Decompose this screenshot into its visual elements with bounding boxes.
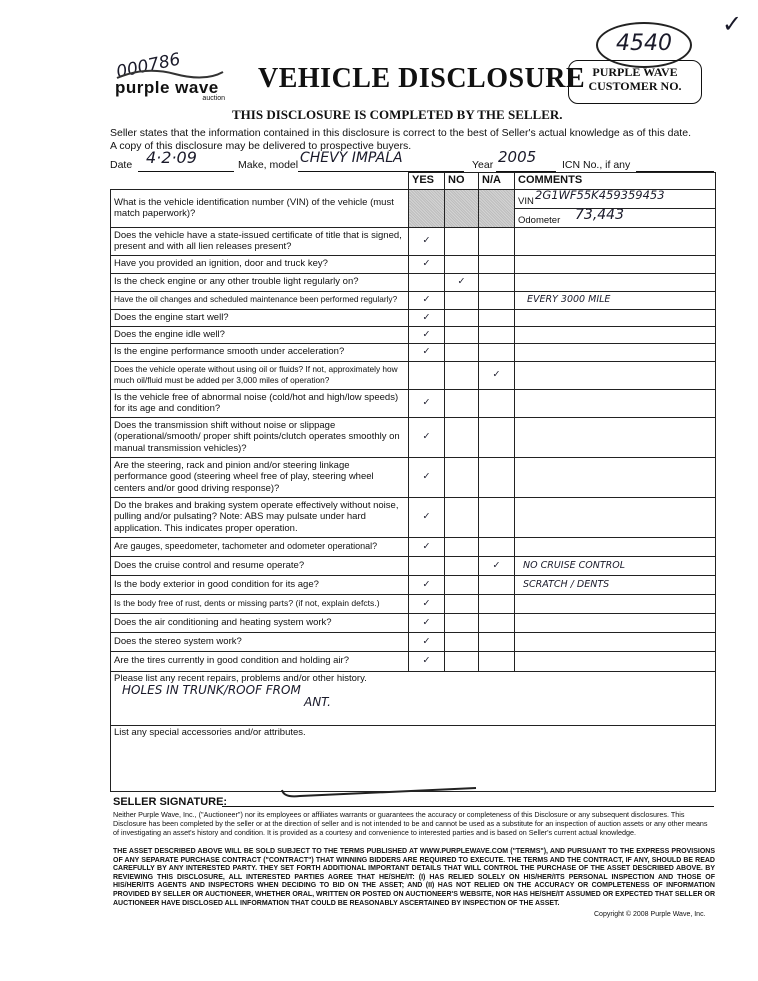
date-field[interactable]	[138, 148, 234, 172]
odometer-value: 73,443	[575, 206, 624, 223]
no-cell[interactable]	[445, 613, 479, 632]
make-label: Make, model	[238, 159, 299, 171]
yes-cell[interactable]: ✓	[409, 457, 445, 497]
table-row	[111, 632, 716, 651]
year-field[interactable]	[496, 148, 556, 172]
table-row	[111, 361, 716, 389]
na-cell[interactable]	[479, 613, 515, 632]
table-row	[111, 457, 716, 497]
question: Is the body free of rust, dents or missing parts? (if not, explain defcts.)	[111, 594, 409, 613]
na-cell[interactable]	[479, 497, 515, 537]
repairs-line1: HOLES IN TRUNK/ROOF FROM	[122, 683, 301, 697]
icn-field[interactable]	[636, 157, 714, 172]
comment-cell[interactable]: NO CRUISE CONTROL	[515, 556, 716, 575]
na-cell[interactable]: ✓	[479, 361, 515, 389]
no-cell[interactable]	[445, 389, 479, 417]
intro-line1: Seller states that the information contained in this disclosure is correct to the best of Seller's actual knowledge as of this date.	[110, 127, 691, 139]
question: Have you provided an ignition, door and truck key?	[111, 255, 409, 273]
na-cell[interactable]	[479, 255, 515, 273]
date-label: Date	[110, 159, 133, 171]
table-header-row	[111, 173, 716, 190]
table-row	[111, 326, 716, 343]
na-cell[interactable]	[479, 575, 515, 594]
comment-cell[interactable]	[515, 537, 716, 556]
year-label: Year	[472, 159, 494, 171]
logo	[115, 76, 225, 102]
accessories-row	[111, 725, 716, 791]
question: Are the tires currently in good condition and holding air?	[111, 651, 409, 671]
na-cell[interactable]	[479, 457, 515, 497]
comment-cell[interactable]	[515, 273, 716, 291]
na-cell[interactable]	[479, 343, 515, 361]
odometer-label: Odometer	[518, 214, 561, 226]
no-cell[interactable]	[445, 575, 479, 594]
table-row	[111, 227, 716, 255]
na-cell[interactable]	[479, 537, 515, 556]
header-yes: YES	[409, 173, 445, 190]
no-cell[interactable]	[445, 291, 479, 309]
comment-cell[interactable]	[515, 343, 716, 361]
yes-cell[interactable]: ✓	[409, 326, 445, 343]
logo-text: purple wave	[115, 78, 219, 97]
no-cell[interactable]	[445, 537, 479, 556]
yes-cell[interactable]: ✓	[409, 417, 445, 457]
logo-subtext: auction	[202, 95, 225, 102]
make-value: CHEVY IMPALA	[300, 150, 403, 166]
table-row	[111, 537, 716, 556]
table-row	[111, 389, 716, 417]
customer-box-line1: PURPLE WAVE	[592, 65, 678, 79]
no-cell[interactable]	[445, 651, 479, 671]
subtitle: THIS DISCLOSURE IS COMPLETED BY THE SELLER.	[232, 107, 563, 122]
customer-box-line2: CUSTOMER NO.	[588, 79, 682, 93]
yes-cell[interactable]	[409, 361, 445, 389]
comment-cell[interactable]	[515, 227, 716, 255]
repairs-label: Please list any recent repairs, problems and/or other history.	[114, 672, 367, 684]
na-cell	[479, 189, 515, 227]
na-cell[interactable]	[479, 632, 515, 651]
customer-number-box	[568, 60, 702, 104]
signature-line[interactable]	[222, 806, 714, 807]
disclosure-table	[110, 172, 716, 792]
accessories-label: List any special accessories and/or attributes.	[114, 726, 306, 738]
table-row	[111, 594, 716, 613]
yes-cell[interactable]: ✓	[409, 613, 445, 632]
question: Are the steering, rack and pinion and/or steering linkage performance good (steering wheel free of play, steering wheel centers and/or good driving response)?	[111, 457, 409, 497]
no-cell[interactable]	[445, 309, 479, 326]
legal-text: THE ASSET DESCRIBED ABOVE WILL BE SOLD SUBJECT TO THE TERMS PUBLISHED AT WWW.PURPLEWAVE.COM ("TERMS"), AND PURSUANT TO THE EXPRESS PROVISIONS OF ANY SEPARATE PURCHASE CONTRACT ("CONTRACT") THAT WINNING BIDDERS ARE REQUIRED TO EXECUTE. THE TERMS AND THE CONTRACT, IF ANY, SHOULD BE READ CAREFULLY BY ANY INTERESTED PARTY. THEY SET FORTH ADDITIONAL IMPORTANT DETAILS THAT WILL CONTROL THE PURCHASE OF THE ASSET DESCRIBED ABOVE. BY REVIEWING THIS DISCLOSURE, ALL INTERESTED PARTIES AGREE THAT HE/SHE/IT: (I) HAS RELIED SOLELY ON HIS/HER/ITS PERSONAL INSPECTION AND THOSE OF HIS/HER/ITS AGENTS AND INSPECTORS WHEN DECIDING TO BID ON THE ASSET; AND (II) HAS NOT RELIED ON THE ACCURACY OR COMPLETENESS OF INFORMATION PROVIDED BY SELLER OR AUCTIONEER, WHETHER ORAL, WRITTEN OR POSTED ON AUCTIONEER'S WEBSITE, NOR HAS HE/SHE/IT ASSUMED OR EXPECTED THAT SELLER OR AUCTIONEER HAVE DISCLOSED ALL INFORMATION THAT COULD BE REASONABLY ASCERTAINED BY INSPECTION OF THE ASSET.	[113, 848, 715, 907]
check-mark: ✓	[722, 10, 743, 38]
table-row	[111, 291, 716, 309]
question: Does the cruise control and resume operate?	[111, 556, 409, 575]
na-cell[interactable]: ✓	[479, 556, 515, 575]
yes-cell[interactable]	[409, 556, 445, 575]
header-question	[111, 173, 409, 190]
header-comments: COMMENTS	[515, 173, 716, 190]
repairs-line2: ANT.	[304, 694, 331, 709]
yes-cell[interactable]: ✓	[409, 255, 445, 273]
vin-value: 2G1WF55K459359453	[535, 187, 665, 202]
na-cell[interactable]	[479, 389, 515, 417]
repairs-cell[interactable]	[111, 671, 716, 725]
question: Is the check engine or any other trouble light regularly on?	[111, 273, 409, 291]
disclaimer-text: Neither Purple Wave, Inc., ("Auctioneer") nor its employees or affiliates warrants or guarantees the accuracy or completeness of this Disclosure or any subsequent disclosures. This Disclosure has been completed by the seller or at the direction of seller and is not intended to be and cannot be used as a substitute for an inspection of auction assets or any other means of investigating an asset's history and condition. It is provided as a courtesy and convenience to interested parties and is based on Seller's current actual knowledge.	[113, 810, 708, 837]
na-cell[interactable]	[479, 227, 515, 255]
year-value: 2005	[498, 148, 537, 166]
comment-cell[interactable]	[515, 389, 716, 417]
table-row	[111, 189, 716, 227]
yes-cell[interactable]: ✓	[409, 227, 445, 255]
na-cell[interactable]	[479, 326, 515, 343]
table-row	[111, 613, 716, 632]
table-row	[111, 343, 716, 361]
comment-cell[interactable]: EVERY 3000 MILE	[515, 291, 716, 309]
yes-cell[interactable]: ✓	[409, 291, 445, 309]
question: Is the body exterior in good condition for its age?	[111, 575, 409, 594]
no-cell[interactable]	[445, 457, 479, 497]
no-cell[interactable]	[445, 361, 479, 389]
question: Does the vehicle have a state-issued certificate of title that is signed, present and with all lien releases present?	[111, 227, 409, 255]
comment-cell[interactable]	[515, 457, 716, 497]
question: Is the engine performance smooth under acceleration?	[111, 343, 409, 361]
no-cell[interactable]	[445, 326, 479, 343]
comment-cell[interactable]: SCRATCH / DENTS	[515, 575, 716, 594]
question: Is the vehicle free of abnormal noise (cold/hot and high/low speeds) for its age and condition?	[111, 389, 409, 417]
yes-cell[interactable]	[409, 273, 445, 291]
yes-cell[interactable]: ✓	[409, 575, 445, 594]
handwritten-code: 000786	[114, 49, 183, 83]
yes-cell[interactable]: ✓	[409, 537, 445, 556]
no-cell[interactable]	[445, 255, 479, 273]
question: Does the transmission shift without noise or slippage (operational/smooth/ proper shift points/clutch operates smoothly on manual transmission vehicles)?	[111, 417, 409, 457]
comment-cell[interactable]	[515, 651, 716, 671]
table-row	[111, 651, 716, 671]
na-cell[interactable]	[479, 309, 515, 326]
yes-cell[interactable]: ✓	[409, 309, 445, 326]
signature-label: SELLER SIGNATURE:	[113, 796, 228, 808]
question: Does the engine idle well?	[111, 326, 409, 343]
no-cell[interactable]: ✓	[445, 273, 479, 291]
comment-cell[interactable]	[515, 255, 716, 273]
intro-text	[110, 127, 715, 153]
comment-cell[interactable]	[515, 326, 716, 343]
repairs-row	[111, 671, 716, 725]
comment-cell[interactable]	[515, 497, 716, 537]
handwritten-number: 4540	[616, 31, 672, 56]
table-row	[111, 575, 716, 594]
question: Does the engine start well?	[111, 309, 409, 326]
table-row	[111, 417, 716, 457]
page-title: VEHICLE DISCLOSURE	[258, 63, 586, 94]
comment-cell[interactable]	[515, 613, 716, 632]
make-field[interactable]	[298, 150, 464, 172]
vin-label: VIN	[518, 195, 534, 207]
yes-cell[interactable]: ✓	[409, 389, 445, 417]
table-row	[111, 497, 716, 537]
question: What is the vehicle identification number (VIN) of the vehicle (must match paperwork)?	[111, 189, 409, 227]
no-cell	[445, 189, 479, 227]
no-cell[interactable]	[445, 417, 479, 457]
no-cell[interactable]	[445, 632, 479, 651]
yes-cell[interactable]: ✓	[409, 594, 445, 613]
na-cell[interactable]	[479, 417, 515, 457]
no-cell[interactable]	[445, 556, 479, 575]
na-cell[interactable]	[479, 651, 515, 671]
yes-cell[interactable]: ✓	[409, 651, 445, 671]
question: Are gauges, speedometer, tachometer and odometer operational?	[111, 537, 409, 556]
yes-cell	[409, 189, 445, 227]
na-cell[interactable]	[479, 273, 515, 291]
no-cell[interactable]	[445, 343, 479, 361]
copyright: Copyright © 2008 Purple Wave, Inc.	[594, 911, 706, 918]
yes-cell[interactable]: ✓	[409, 497, 445, 537]
date-value: 4·2·09	[146, 148, 197, 167]
question: Do the brakes and braking system operate effectively without noise, pulling and/or pulsating? Note: ABS may pulsate under hard application. This indicates proper operation.	[111, 497, 409, 537]
table-row	[111, 255, 716, 273]
comment-cell[interactable]	[515, 417, 716, 457]
yes-cell[interactable]: ✓	[409, 632, 445, 651]
question: Does the stereo system work?	[111, 632, 409, 651]
no-cell[interactable]	[445, 594, 479, 613]
na-cell[interactable]	[479, 594, 515, 613]
no-cell[interactable]	[445, 497, 479, 537]
signature-mark	[280, 784, 480, 804]
na-cell[interactable]	[479, 291, 515, 309]
comment-cell[interactable]	[515, 309, 716, 326]
fields-row	[110, 148, 715, 173]
comment-cell[interactable]	[515, 632, 716, 651]
question: Does the air conditioning and heating system work?	[111, 613, 409, 632]
table-row	[111, 273, 716, 291]
comment-cell[interactable]	[515, 361, 716, 389]
table-row	[111, 556, 716, 575]
no-cell[interactable]	[445, 227, 479, 255]
comment-cell[interactable]	[515, 189, 716, 227]
icn-label: ICN No., if any	[562, 159, 631, 171]
intro-line2: A copy of this disclosure may be delivered to prospective buyers.	[110, 140, 412, 152]
comment-cell[interactable]	[515, 594, 716, 613]
question: Does the vehicle operate without using oil or fluids? If not, approximately how much oil/fluid must be added per 3,000 miles of operation?	[111, 361, 409, 389]
yes-cell[interactable]: ✓	[409, 343, 445, 361]
accessories-cell[interactable]	[111, 725, 716, 791]
wave-icon	[115, 68, 225, 82]
header-no: NO	[445, 173, 479, 190]
question: Have the oil changes and scheduled maintenance been performed regularly?	[111, 291, 409, 309]
table-row	[111, 309, 716, 326]
header-na: N/A	[479, 173, 515, 190]
